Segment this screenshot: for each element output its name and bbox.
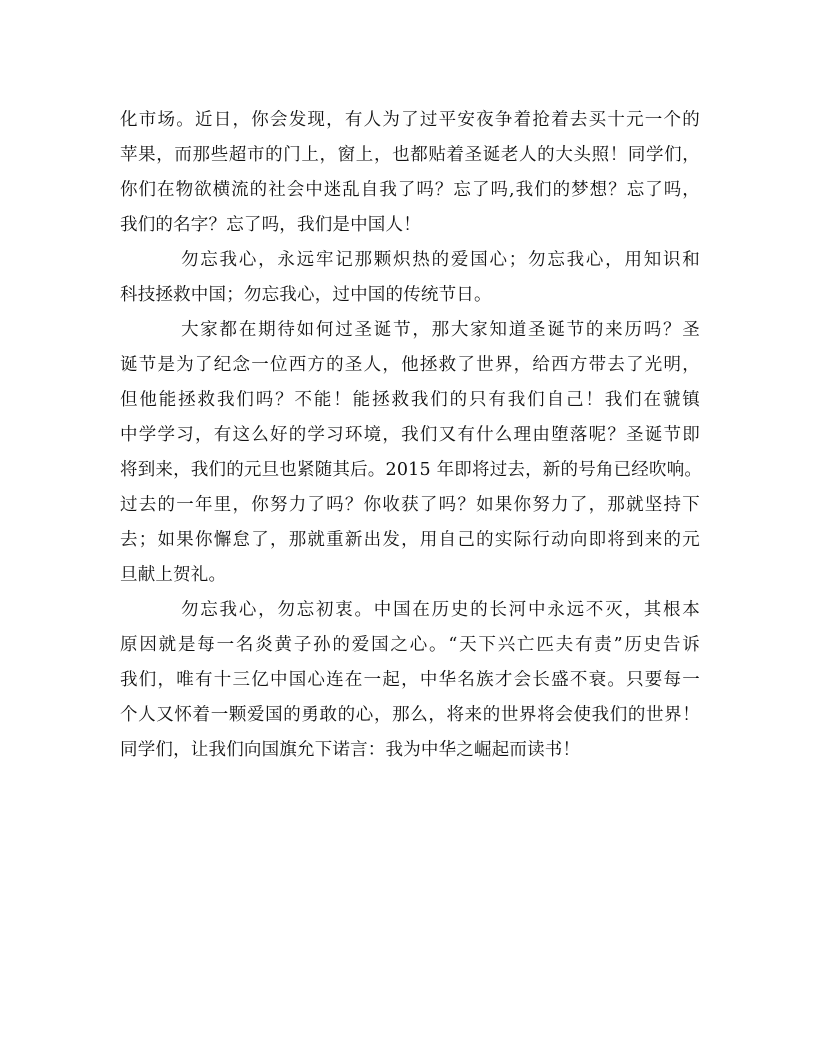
text-line: 去；如果你懈怠了，那就重新出发，用自己的实际行动向即将到来的元 (120, 530, 700, 550)
text-line: 将到来，我们的元旦也紧随其后。2015 年即将过去，新的号角已经吹响。 (120, 460, 703, 480)
text-line: 勿忘我心，永远牢记那颗炽热的爱国心；勿忘我心，用知识和 (181, 250, 700, 270)
text-line: 苹果，而那些超市的门上，窗上，也都贴着圣诞老人的大头照！同学们， (120, 145, 700, 165)
paragraph-1 (120, 103, 700, 243)
text-line: 化市场。近日，你会发现，有人为了过平安夜争着抢着去买十元一个的 (120, 110, 700, 130)
text-line: 勿忘我心，勿忘初衷。中国在历史的长河中永远不灭，其根本 (181, 600, 700, 620)
text-line: 旦献上贺礼。 (120, 565, 227, 585)
text-line: 我们，唯有十三亿中国心连在一起，中华名族才会长盛不衰。只要每一 (120, 670, 700, 690)
text-line: 同学们，让我们向国旗允下诺言：我为中华之崛起而读书！ (120, 740, 581, 760)
text-line: 但他能拯救我们吗？不能！能拯救我们的只有我们自己！我们在虢镇 (120, 390, 700, 410)
text-line: 你们在物欲横流的社会中迷乱自我了吗？忘了吗,我们的梦想？忘了吗， (120, 180, 700, 200)
paragraph-4 (120, 593, 700, 768)
paragraph-2 (120, 243, 700, 313)
text-line: 科技拯救中国；勿忘我心，过中国的传统节日。 (120, 285, 492, 305)
text-line: 诞节是为了纪念一位西方的圣人，他拯救了世界，给西方带去了光明， (120, 355, 700, 375)
text-line: 过去的一年里，你努力了吗？你收获了吗？如果你努力了，那就坚持下 (120, 495, 700, 515)
text-line: 中学学习，有这么好的学习环境，我们又有什么理由堕落呢？圣诞节即 (120, 425, 700, 445)
text-line: 我们的名字？忘了吗，我们是中国人！ (120, 215, 421, 235)
paragraph-3 (120, 313, 703, 593)
text-line: 大家都在期待如何过圣诞节，那大家知道圣诞节的来历吗？圣 (181, 320, 700, 340)
document-body (120, 103, 703, 768)
text-line: 个人又怀着一颗爱国的勇敢的心，那么，将来的世界将会使我们的世界！ (120, 705, 700, 725)
text-line: 原因就是每一名炎黄子孙的爱国之心。“天下兴亡匹夫有责”历史告诉 (120, 635, 700, 655)
